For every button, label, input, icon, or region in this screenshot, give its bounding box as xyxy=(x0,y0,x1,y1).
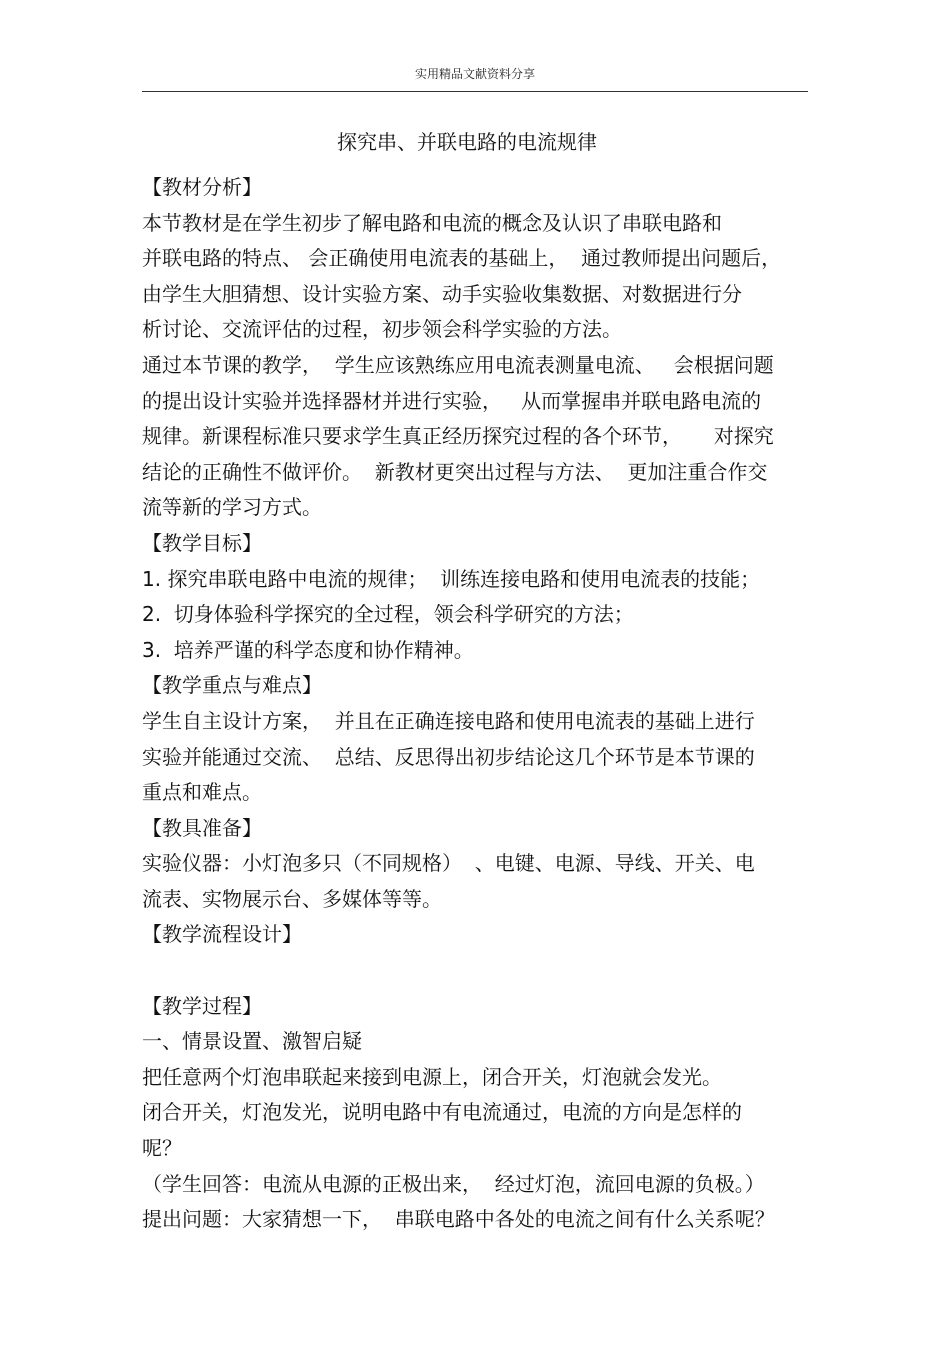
paragraph-line: 本节教材是在学生初步了解电路和电流的概念及认识了串联电路和 xyxy=(142,210,722,235)
paragraph-line: 学生自主设计方案， 并且在正确连接电路和使用电流表的基础上进行 xyxy=(142,708,755,733)
page-header: 实用精品文献资料分享 xyxy=(414,67,535,81)
paragraph-line: 把任意两个灯泡串联起来接到电源上，闭合开关，灯泡就会发光。 xyxy=(142,1064,722,1089)
goal-item: 3. 培养严谨的科学态度和协作精神。 xyxy=(142,637,474,662)
paragraph-line: （学生回答：电流从电源的正极出来， 经过灯泡，流回电源的负极。） xyxy=(142,1171,765,1196)
subsection-heading: 一、情景设置、激智启疑 xyxy=(142,1029,362,1054)
section-heading-key-points: 【教学重点与难点】 xyxy=(142,673,322,698)
paragraph-line: 析讨论、交流评估的过程，初步领会科学实验的方法。 xyxy=(142,317,622,342)
paragraph-line: 实验仪器：小灯泡多只（不同规格） 、电键、电源、导线、开关、电 xyxy=(142,851,755,876)
paragraph-line: 的提出设计实验并选择器材并进行实验， 从而掌握串并联电路电流的 xyxy=(142,388,762,413)
document-body xyxy=(142,170,808,1238)
paragraph-line: 通过本节课的教学， 学生应该熟练应用电流表测量电流、 会根据问题 xyxy=(142,352,774,377)
paragraph-line: 实验并能通过交流、 总结、反思得出初步结论这几个环节是本节课的 xyxy=(142,744,755,769)
paragraph-line: 闭合开关，灯泡发光，说明电路中有电流通过，电流的方向是怎样的 xyxy=(142,1100,742,1125)
section-heading-materials: 【教具准备】 xyxy=(142,815,262,840)
paragraph-line: 提出问题：大家猜想一下， 串联电路中各处的电流之间有什么关系呢？ xyxy=(142,1207,775,1232)
section-heading-flow-design: 【教学流程设计】 xyxy=(142,922,302,947)
paragraph-line: 流等新的学习方式。 xyxy=(142,495,322,520)
document-title: 探究串、并联电路的电流规律 xyxy=(337,130,597,154)
paragraph-line: 结论的正确性不做评价。 新教材更突出过程与方法、 更加注重合作交 xyxy=(142,459,768,484)
goal-item: 2. 切身体验科学探究的全过程，领会科学研究的方法； xyxy=(142,602,634,627)
paragraph-line: 并联电路的特点、 会正确使用电流表的基础上， 通过教师提出问题后， xyxy=(142,246,782,271)
paragraph-line: 由学生大胆猜想、设计实验方案、动手实验收集数据、对数据进行分 xyxy=(142,281,742,306)
blank-line xyxy=(142,953,808,989)
paragraph-line: 流表、实物展示台、多媒体等等。 xyxy=(142,886,442,911)
section-heading-analysis: 【教材分析】 xyxy=(142,175,262,199)
paragraph-line: 重点和难点。 xyxy=(142,780,262,805)
goal-item: 1. 探究串联电路中电流的规律； 训练连接电路和使用电流表的技能； xyxy=(142,566,761,591)
section-heading-goals: 【教学目标】 xyxy=(142,530,262,555)
section-heading-process: 【教学过程】 xyxy=(142,993,262,1018)
paragraph-line: 呢？ xyxy=(142,1136,182,1161)
paragraph-line: 规律。新课程标准只要求学生真正经历探究过程的各个环节， 对探究 xyxy=(142,424,774,449)
header-divider xyxy=(142,91,808,92)
